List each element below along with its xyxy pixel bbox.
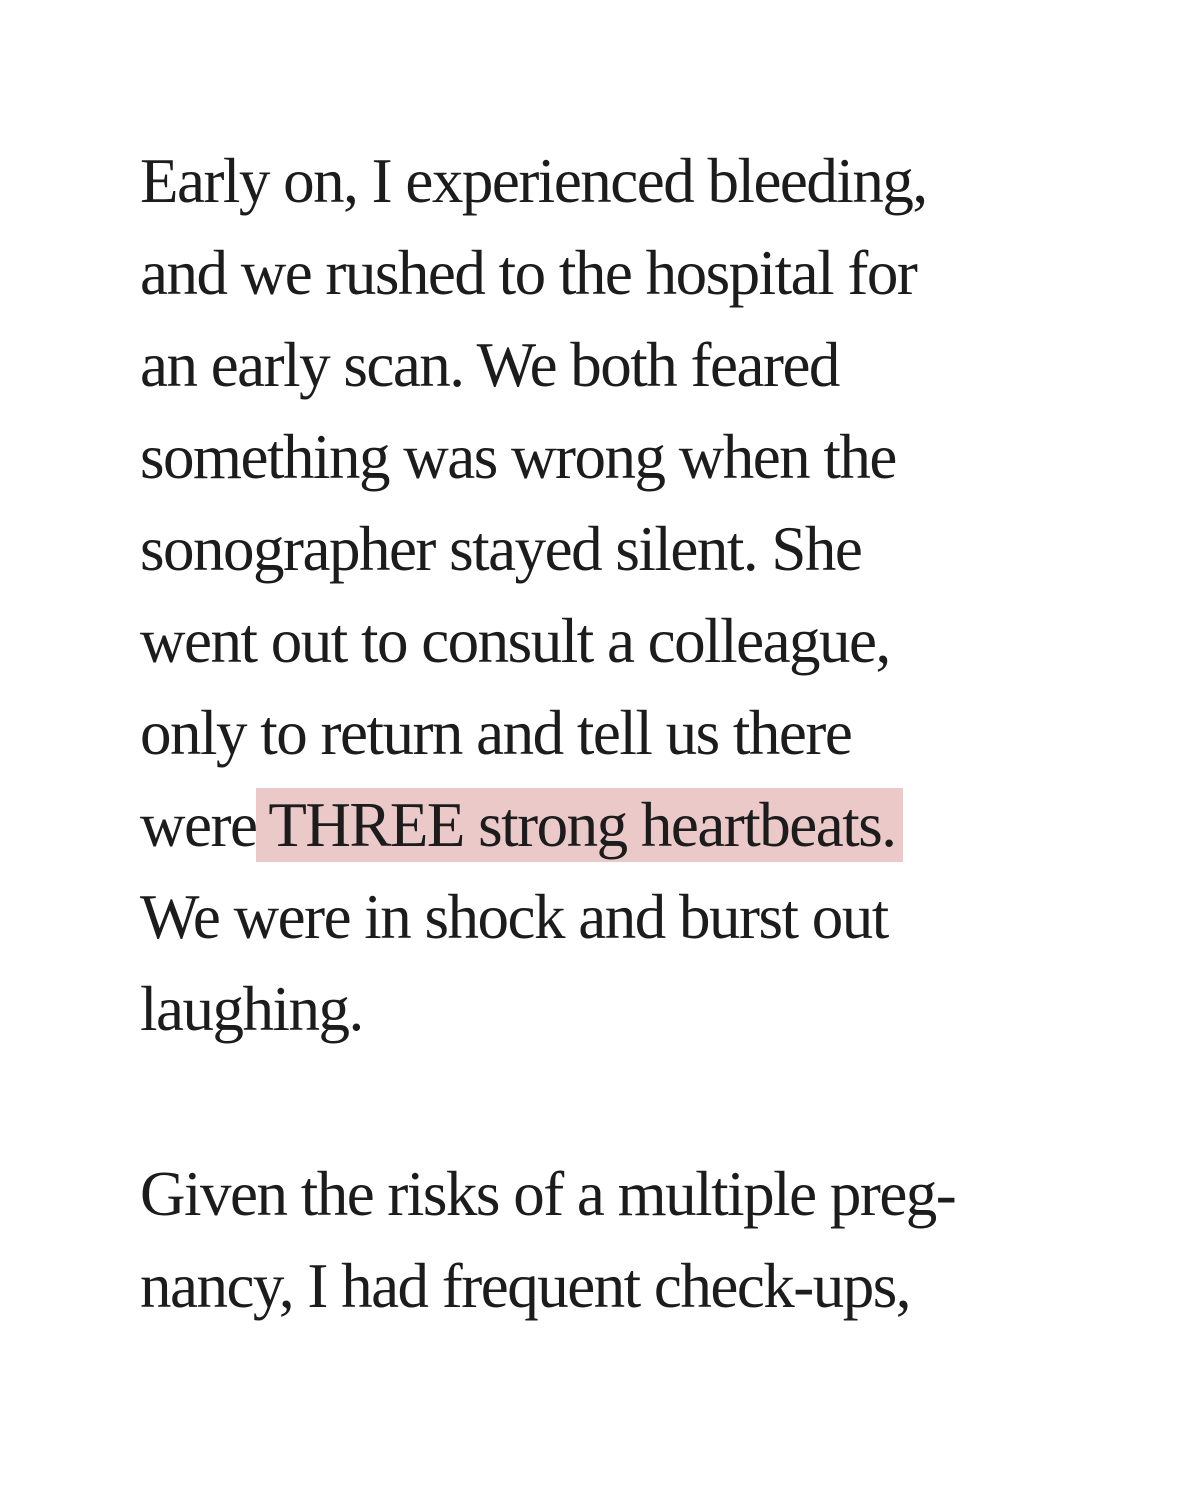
highlighted-phrase: THREE strong heartbeats. bbox=[256, 788, 903, 862]
line-8-prefix: were bbox=[140, 790, 257, 860]
paragraph-2-line-2: nancy, I had frequent check-ups, bbox=[140, 1251, 911, 1321]
paragraph-1-line-4: something was wrong when the bbox=[140, 422, 896, 492]
paragraph-1-line-9: We were in shock and burst out bbox=[140, 882, 888, 952]
paragraph-1-line-2: and we rushed to the hospital for bbox=[140, 238, 917, 308]
paragraph-1-line-6: went out to consult a colleague, bbox=[140, 606, 890, 676]
paragraph-1-line-3: an early scan. We both feared bbox=[140, 330, 839, 400]
paragraph-2-line-1: Given the risks of a multiple preg- bbox=[140, 1159, 956, 1229]
paragraph-1-line-10: laughing. bbox=[140, 974, 363, 1044]
paragraph-1-line-7: only to return and tell us there bbox=[140, 698, 852, 768]
paragraph-1-line-8 bbox=[140, 779, 903, 871]
paragraph-1-line-1: Early on, I experienced bleeding, bbox=[140, 146, 927, 216]
paragraph-1-line-5: sonographer stayed silent. She bbox=[140, 514, 862, 584]
